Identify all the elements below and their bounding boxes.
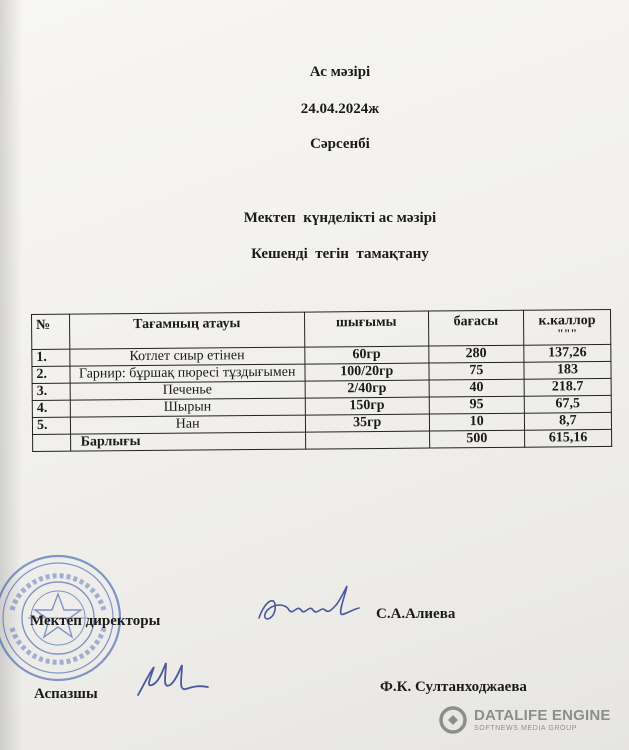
menu-program: Кешенді тегін тамақтану [251, 246, 429, 262]
menu-subtitle: Мектеп күнделікті ас мәзірі [243, 210, 437, 226]
total-empty-yield [305, 431, 429, 449]
row-number: 4. [32, 400, 70, 417]
cook-signature [132, 655, 212, 703]
dish-yield: 2/40гр [305, 380, 429, 398]
watermark-text [474, 708, 611, 733]
col-calories-header [523, 309, 610, 345]
total-row [33, 429, 612, 451]
total-empty-cell [33, 434, 71, 451]
dish-name: Шырын [70, 398, 305, 417]
menu-weekday: Сәрсенбі [310, 136, 370, 152]
dish-yield: 150гр [305, 397, 429, 415]
total-label: Барлығы [70, 432, 305, 451]
director-role: Мектеп директоры [30, 613, 161, 629]
dish-calories: 183 [524, 361, 611, 379]
director-signature [255, 580, 365, 630]
dish-price: 40 [429, 379, 524, 397]
col-yield-header: шығымы [304, 311, 428, 347]
dish-price: 280 [428, 345, 523, 363]
menu-date: 24.04.2024ж [300, 101, 380, 117]
dish-name: Котлет сиыр етінен [69, 347, 304, 366]
row-number: 2. [32, 366, 70, 383]
watermark-title: DATALIFE ENGINE [474, 706, 611, 724]
cook-role: Аспазшы [34, 686, 98, 702]
dish-name: Нан [70, 415, 305, 434]
menu-title: Ас мәзірі [309, 64, 371, 80]
dish-price: 95 [429, 396, 524, 414]
calories-header-mark: """ [557, 326, 578, 341]
row-number: 3. [32, 383, 70, 400]
dish-calories: 137,26 [524, 344, 611, 362]
dish-calories: 8,7 [524, 412, 611, 430]
calories-header-label: к.каллор [538, 313, 596, 329]
dish-name: Гарнир: бұршақ пюресі тұздығымен [70, 364, 305, 383]
row-number: 5. [32, 417, 70, 434]
dish-price: 10 [429, 413, 524, 431]
dish-yield: 100/20гр [305, 363, 429, 381]
col-name-header: Тағамның атауы [69, 312, 304, 349]
watermark [438, 705, 611, 735]
director-name: С.А.Алиева [376, 606, 456, 622]
menu-table [31, 309, 612, 452]
dish-yield: 60гр [304, 346, 428, 364]
dish-yield: 35гр [305, 414, 429, 432]
total-calories: 615,16 [524, 429, 611, 447]
dish-calories: 218.7 [524, 378, 611, 396]
dish-price: 75 [429, 362, 524, 380]
watermark-subtitle: SOFTNEWS MEDIA GROUP [474, 724, 578, 732]
cook-name: Ф.К. Султанходжаева [380, 679, 527, 695]
col-price-header: бағасы [428, 310, 523, 346]
dish-name: Печенье [70, 381, 305, 400]
table-header-row [32, 309, 611, 349]
row-number: 1. [32, 349, 70, 366]
col-number-header: № [32, 314, 70, 349]
total-price: 500 [429, 430, 524, 448]
dish-calories: 67,5 [524, 395, 611, 413]
datalife-logo-icon [438, 705, 468, 735]
